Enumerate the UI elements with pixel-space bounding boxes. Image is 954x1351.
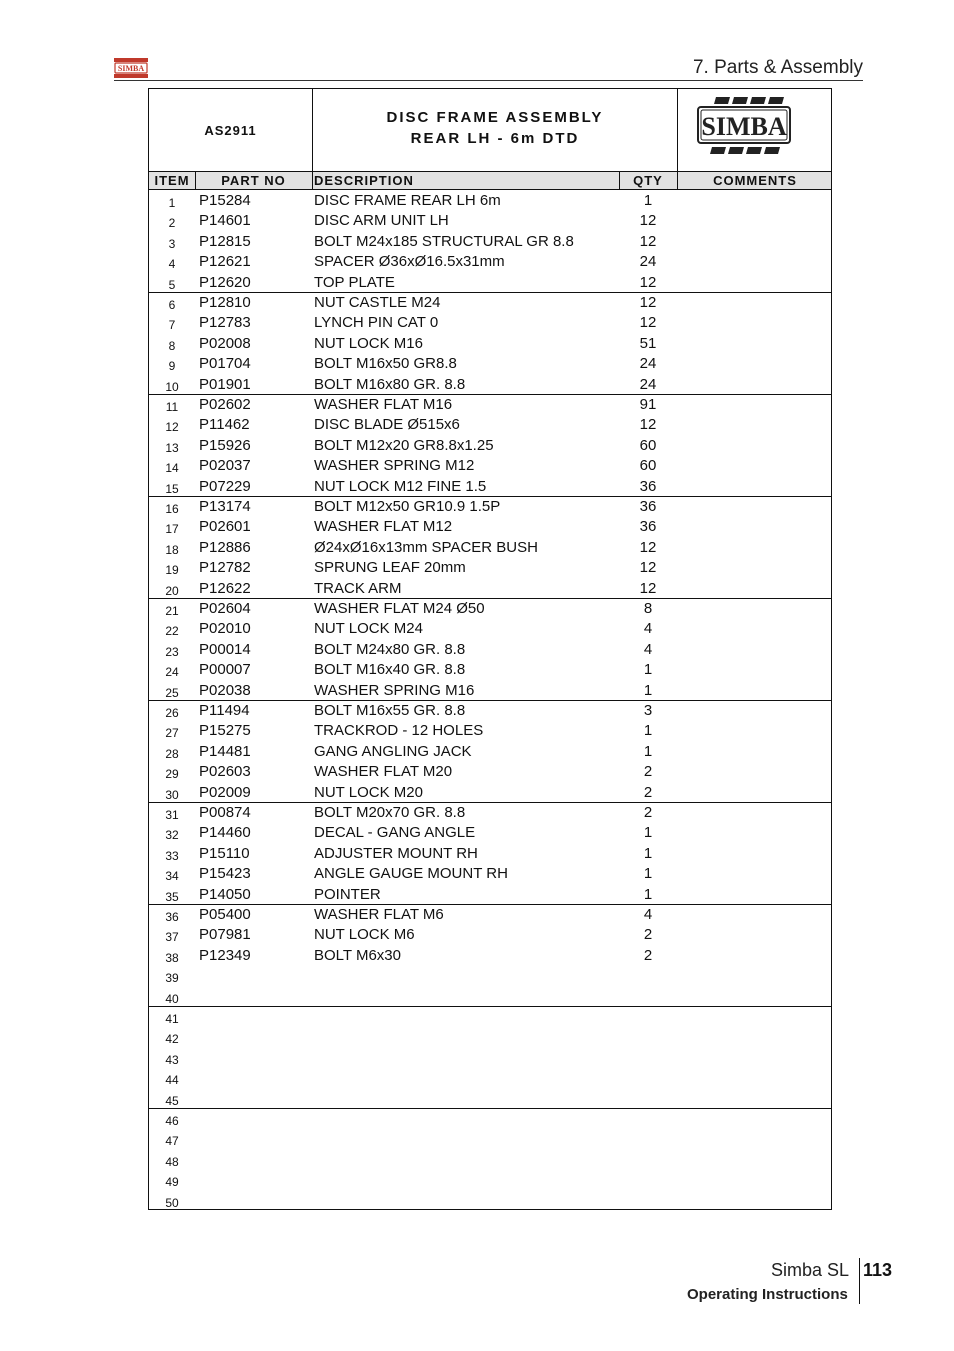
table-row — [149, 231, 831, 251]
table-row — [149, 374, 831, 394]
row-quantity: 1 — [643, 885, 653, 903]
row-part-number: P01704 — [199, 355, 251, 373]
simba-logo — [694, 95, 794, 159]
row-quantity: 2 — [643, 783, 653, 801]
row-description: WASHER SPRING M12 — [314, 457, 475, 475]
row-quantity: 24 — [639, 355, 657, 373]
column-header-part-no: PART NO — [221, 173, 286, 188]
table-row — [149, 394, 831, 414]
table-row — [149, 720, 831, 740]
row-description: NUT LOCK M20 — [314, 783, 423, 801]
table-row — [149, 741, 831, 761]
row-description: DISC ARM UNIT LH — [314, 212, 449, 230]
assembly-number: AS2911 — [204, 122, 257, 138]
row-description: TOP PLATE — [314, 273, 395, 291]
row-quantity: 2 — [643, 763, 653, 781]
column-header-comments: COMMENTS — [713, 173, 797, 188]
row-quantity: 4 — [643, 640, 653, 658]
table-row — [149, 802, 831, 822]
row-part-number: P14481 — [199, 742, 251, 760]
row-description: TRACKROD - 12 HOLES — [314, 722, 484, 740]
row-item-number: 9 — [168, 359, 176, 374]
table-row — [149, 680, 831, 700]
assembly-title — [313, 107, 677, 149]
table-row — [149, 414, 831, 434]
row-description: WASHER FLAT M20 — [314, 763, 453, 781]
row-item-number: 50 — [165, 1195, 179, 1210]
row-description: DISC BLADE Ø515x6 — [314, 416, 460, 434]
row-quantity: 1 — [643, 681, 653, 699]
row-part-number: P15284 — [199, 192, 251, 209]
table-row — [149, 251, 831, 271]
row-quantity: 1 — [643, 722, 653, 740]
assembly-title-line1: DISC FRAME ASSEMBLY — [386, 109, 604, 126]
row-description: NUT LOCK M24 — [314, 620, 423, 638]
row-item-number: 10 — [165, 379, 179, 394]
row-part-number: P12621 — [199, 253, 251, 271]
table-row — [149, 884, 831, 904]
table-row — [149, 700, 831, 720]
row-item-number: 16 — [165, 502, 179, 516]
row-description: TRACK ARM — [314, 579, 402, 597]
row-item-number: 36 — [165, 910, 179, 924]
row-quantity: 24 — [639, 375, 657, 393]
row-part-number: P14601 — [199, 212, 251, 230]
row-item-number: 12 — [165, 420, 179, 435]
table-row — [149, 659, 831, 679]
row-description: LYNCH PIN CAT 0 — [314, 314, 439, 332]
row-quantity: 3 — [643, 702, 653, 719]
table-row — [149, 557, 831, 577]
row-item-number: 41 — [165, 1012, 179, 1026]
row-description: POINTER — [314, 885, 381, 903]
row-quantity: 60 — [639, 436, 657, 454]
logo-text: SIMBA — [701, 112, 787, 141]
row-quantity: 12 — [639, 538, 657, 556]
row-part-number: P11462 — [199, 416, 250, 434]
row-item-number: 8 — [168, 338, 176, 353]
row-item-number: 23 — [165, 644, 179, 659]
table-row — [149, 353, 831, 373]
row-description: SPACER Ø36xØ16.5x31mm — [314, 253, 505, 271]
table-row — [149, 639, 831, 659]
row-part-number: P05400 — [199, 906, 251, 923]
table-row — [149, 1026, 831, 1046]
row-description: DISC FRAME REAR LH 6m — [314, 192, 501, 209]
divider — [312, 172, 313, 189]
row-item-number: 22 — [165, 624, 179, 639]
row-part-number: P12620 — [199, 273, 251, 291]
row-item-number: 3 — [168, 236, 176, 251]
divider — [677, 89, 678, 171]
row-description: BOLT M24x80 GR. 8.8 — [314, 640, 466, 658]
row-part-number: P02038 — [199, 681, 251, 699]
row-item-number: 20 — [165, 583, 179, 598]
logo-small-text: SIMBA — [117, 64, 145, 73]
row-quantity: 8 — [643, 600, 653, 617]
table-row — [149, 843, 831, 863]
row-description: ANGLE GAUGE MOUNT RH — [314, 865, 508, 883]
row-description: BOLT M16x80 GR. 8.8 — [314, 375, 466, 393]
row-description: WASHER FLAT M6 — [314, 906, 444, 923]
row-item-number: 25 — [165, 685, 179, 700]
table-row — [149, 578, 831, 598]
row-quantity: 12 — [639, 559, 657, 577]
table-row — [149, 496, 831, 516]
footer-product: Simba SL — [771, 1260, 850, 1280]
table-row — [149, 476, 831, 496]
row-item-number: 18 — [165, 542, 179, 557]
footer-subtitle: Operating Instructions — [687, 1286, 848, 1303]
row-quantity: 2 — [643, 926, 653, 944]
table-row — [149, 1047, 831, 1067]
row-quantity: 2 — [643, 804, 653, 821]
table-row — [149, 618, 831, 638]
row-part-number: P00014 — [199, 640, 251, 658]
row-quantity: 1 — [643, 844, 653, 862]
row-description: NUT LOCK M16 — [314, 334, 423, 352]
table-row — [149, 210, 831, 230]
row-part-number: P07229 — [199, 477, 251, 495]
row-part-number: P02009 — [199, 783, 251, 801]
row-item-number: 37 — [165, 930, 179, 945]
row-quantity: 36 — [639, 518, 657, 536]
row-item-number: 30 — [165, 787, 179, 802]
row-item-number: 15 — [165, 481, 179, 496]
table-row — [149, 516, 831, 536]
table-row — [149, 822, 831, 842]
row-part-number: P11494 — [199, 702, 250, 719]
simba-logo-small — [114, 58, 148, 78]
row-part-number: P00874 — [199, 804, 251, 821]
row-quantity: 12 — [639, 273, 657, 291]
row-item-number: 48 — [165, 1154, 179, 1169]
table-row — [149, 1190, 831, 1210]
table-row — [149, 1108, 831, 1128]
row-quantity: 36 — [639, 477, 657, 495]
table-row — [149, 435, 831, 455]
row-item-number: 11 — [165, 400, 179, 414]
row-part-number: P02602 — [199, 396, 251, 413]
row-description: BOLT M12x50 GR10.9 1.5P — [314, 498, 501, 515]
table-row — [149, 333, 831, 353]
table-row — [149, 312, 831, 332]
row-item-number: 5 — [168, 277, 176, 292]
row-item-number: 40 — [165, 991, 179, 1006]
table-row — [149, 904, 831, 924]
row-item-number: 31 — [165, 808, 179, 822]
table-row — [149, 986, 831, 1006]
row-description: WASHER FLAT M16 — [314, 396, 453, 413]
table-row — [149, 1169, 831, 1189]
row-description: BOLT M16x50 GR8.8 — [314, 355, 457, 373]
row-description: WASHER SPRING M16 — [314, 681, 475, 699]
row-item-number: 42 — [165, 1032, 179, 1047]
table-row — [149, 1088, 831, 1108]
table-row — [149, 1067, 831, 1087]
row-quantity: 24 — [639, 253, 657, 271]
row-quantity: 60 — [639, 457, 657, 475]
table-row — [149, 782, 831, 802]
row-part-number: P12782 — [199, 559, 251, 577]
row-description: NUT LOCK M12 FINE 1.5 — [314, 477, 487, 495]
table-row — [149, 1149, 831, 1169]
row-item-number: 39 — [165, 971, 179, 986]
table-row — [149, 537, 831, 557]
row-description: ADJUSTER MOUNT RH — [314, 844, 478, 862]
row-quantity: 91 — [639, 396, 657, 413]
row-item-number: 13 — [165, 440, 179, 455]
row-description: DECAL - GANG ANGLE — [314, 824, 476, 842]
row-part-number: P12886 — [199, 538, 251, 556]
row-item-number: 34 — [165, 869, 179, 884]
row-item-number: 46 — [165, 1114, 179, 1128]
row-description: BOLT M20x70 GR. 8.8 — [314, 804, 466, 821]
row-item-number: 49 — [165, 1175, 179, 1190]
row-part-number: P14050 — [199, 885, 251, 903]
row-quantity: 51 — [639, 334, 657, 352]
row-part-number: P12815 — [199, 232, 251, 250]
row-part-number: P02601 — [199, 518, 251, 536]
row-quantity: 36 — [639, 498, 657, 515]
row-quantity: 4 — [643, 906, 653, 923]
table-row — [149, 761, 831, 781]
row-item-number: 26 — [165, 706, 179, 720]
table-row — [149, 190, 831, 210]
row-part-number: P02037 — [199, 457, 251, 475]
table-row — [149, 1006, 831, 1026]
row-quantity: 1 — [643, 742, 653, 760]
table-row — [149, 863, 831, 883]
row-part-number: P02008 — [199, 334, 251, 352]
row-part-number: P15926 — [199, 436, 251, 454]
page-number: 113 — [863, 1260, 893, 1280]
table-row — [149, 455, 831, 475]
row-quantity: 12 — [639, 212, 657, 230]
column-header-qty: QTY — [633, 173, 663, 188]
row-part-number: P15423 — [199, 865, 251, 883]
row-item-number: 32 — [165, 828, 179, 843]
row-item-number: 28 — [165, 746, 179, 761]
table-row — [149, 292, 831, 312]
column-header-item: ITEM — [154, 173, 190, 188]
row-item-number: 33 — [165, 848, 179, 863]
row-part-number: P15275 — [199, 722, 251, 740]
row-item-number: 45 — [165, 1093, 179, 1108]
table-row — [149, 598, 831, 618]
row-quantity: 1 — [643, 192, 653, 209]
row-part-number: P14460 — [199, 824, 251, 842]
row-description: BOLT M12x20 GR8.8x1.25 — [314, 436, 494, 454]
row-quantity: 1 — [643, 824, 653, 842]
row-part-number: P12622 — [199, 579, 251, 597]
row-part-number: P12783 — [199, 314, 251, 332]
row-part-number: P15110 — [199, 844, 250, 862]
row-quantity: 2 — [643, 946, 653, 964]
row-description: Ø24xØ16x13mm SPACER BUSH — [314, 538, 538, 556]
row-item-number: 38 — [165, 950, 179, 965]
assembly-title-line2: REAR LH - 6m DTD — [410, 130, 580, 147]
table-row — [149, 924, 831, 944]
column-header-row — [149, 171, 831, 190]
row-quantity: 1 — [643, 661, 653, 679]
row-part-number: P02603 — [199, 763, 251, 781]
row-item-number: 21 — [165, 604, 179, 618]
parts-table — [148, 88, 832, 1210]
header-rule — [114, 80, 863, 81]
row-item-number: 14 — [165, 461, 179, 476]
row-part-number: P02010 — [199, 620, 251, 638]
column-header-description: DESCRIPTION — [314, 173, 414, 188]
row-item-number: 1 — [168, 196, 176, 210]
row-quantity: 12 — [639, 294, 657, 311]
row-quantity: 12 — [639, 416, 657, 434]
row-quantity: 12 — [639, 579, 657, 597]
row-part-number: P07981 — [199, 926, 251, 944]
row-part-number: P12810 — [199, 294, 251, 311]
row-item-number: 24 — [165, 665, 179, 680]
row-part-number: P13174 — [199, 498, 251, 515]
row-part-number: P02604 — [199, 600, 251, 617]
row-description: BOLT M16x40 GR. 8.8 — [314, 661, 466, 679]
row-description: NUT LOCK M6 — [314, 926, 415, 944]
row-description: SPRUNG LEAF 20mm — [314, 559, 466, 577]
row-part-number: P00007 — [199, 661, 251, 679]
row-item-number: 35 — [165, 889, 179, 904]
row-quantity: 12 — [639, 314, 657, 332]
row-item-number: 29 — [165, 767, 179, 782]
row-quantity: 1 — [643, 865, 653, 883]
row-item-number: 19 — [165, 563, 179, 578]
table-row — [149, 965, 831, 985]
row-description: WASHER FLAT M12 — [314, 518, 453, 536]
row-item-number: 4 — [168, 257, 176, 272]
table-row — [149, 945, 831, 965]
row-item-number: 17 — [165, 522, 179, 537]
table-row — [149, 1128, 831, 1148]
footer-divider — [859, 1258, 860, 1304]
row-part-number: P01901 — [199, 375, 251, 393]
row-item-number: 43 — [165, 1052, 179, 1067]
table-row — [149, 272, 831, 292]
row-item-number: 7 — [168, 318, 176, 333]
row-item-number: 44 — [165, 1073, 179, 1088]
row-description: WASHER FLAT M24 Ø50 — [314, 600, 485, 617]
section-title: 7. Parts & Assembly — [692, 57, 863, 78]
title-row — [149, 89, 831, 171]
row-item-number: 2 — [168, 216, 176, 231]
row-description: BOLT M6x30 — [314, 946, 401, 964]
row-quantity: 12 — [639, 232, 657, 250]
row-description: NUT CASTLE M24 — [314, 294, 441, 311]
row-description: BOLT M16x55 GR. 8.8 — [314, 702, 466, 719]
row-description: GANG ANGLING JACK — [314, 742, 472, 760]
row-item-number: 6 — [168, 298, 176, 312]
row-part-number: P12349 — [199, 946, 251, 964]
row-description: BOLT M24x185 STRUCTURAL GR 8.8 — [314, 232, 574, 250]
row-item-number: 47 — [165, 1134, 179, 1149]
row-item-number: 27 — [165, 726, 179, 741]
row-quantity: 4 — [643, 620, 653, 638]
